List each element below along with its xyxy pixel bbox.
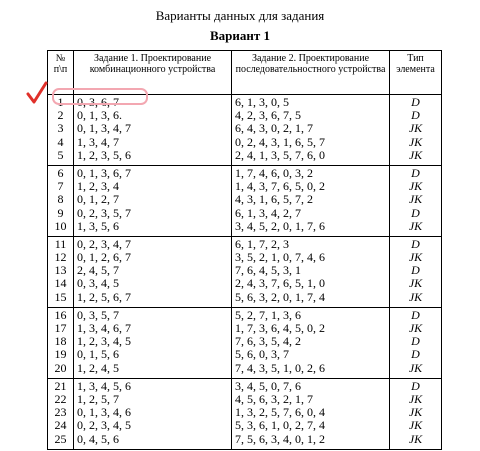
cell-line: 9 — [57, 205, 64, 220]
cell-line: JK — [408, 391, 423, 406]
cell-line: 0, 2, 4, 3, 1, 6, 5, 7 — [235, 134, 325, 149]
task2-values — [232, 165, 390, 236]
cell-line: 1, 2, 3, 4 — [77, 179, 119, 194]
cell-line: 2, 4, 5, 7 — [77, 263, 119, 278]
row-numbers — [48, 165, 74, 236]
cell-line: JK — [408, 121, 423, 136]
cell-line: 0, 1, 3, 6, 7 — [77, 165, 131, 180]
cell-line: 11 — [54, 236, 67, 251]
cell-line: 4, 2, 3, 6, 7, 5 — [235, 108, 301, 123]
cell-line: 12 — [54, 250, 67, 265]
cell-line: 4 — [57, 134, 64, 149]
element-types — [390, 236, 442, 307]
cell-line: 5, 3, 6, 1, 0, 2, 7, 4 — [235, 418, 325, 433]
cell-line: 0, 2, 3, 4, 7 — [77, 236, 131, 251]
cell-line: 0, 2, 3, 5, 7 — [77, 205, 131, 220]
cell-line: 3 — [57, 121, 64, 136]
cell-line: D — [411, 347, 420, 362]
header-task2: Задание 2. Проектирование последовательностного устройства — [232, 51, 390, 95]
cell-line: 0, 1, 3, 6. — [77, 108, 122, 123]
cell-line: JK — [408, 418, 423, 433]
cell-line: 0, 3, 5, 7 — [77, 307, 119, 322]
element-types — [390, 307, 442, 378]
cell-line: 6 — [57, 165, 64, 180]
cell-line: JK — [408, 192, 423, 207]
element-types — [390, 378, 442, 449]
cell-line: 1, 7, 3, 6, 4, 5, 0, 2 — [235, 321, 325, 335]
cell-line: 0, 1, 5, 6 — [77, 347, 119, 362]
cell-line: JK — [408, 431, 423, 446]
table-row — [48, 378, 442, 449]
check-icon — [25, 81, 49, 105]
task1-values — [74, 307, 232, 378]
cell-line: 1, 2, 5, 7 — [77, 391, 119, 406]
task2-values — [232, 307, 390, 378]
row-numbers — [48, 378, 74, 449]
cell-line: 7, 6, 3, 5, 4, 2 — [235, 334, 301, 349]
cell-line: 8 — [57, 192, 64, 207]
cell-line: 7, 6, 4, 5, 3, 1 — [235, 263, 301, 278]
cell-line: 7, 4, 3, 5, 1, 0, 2, 6 — [235, 360, 325, 375]
cell-line: JK — [408, 134, 423, 149]
cell-line: 21 — [54, 378, 67, 393]
cell-line: JK — [408, 289, 423, 304]
task1-values — [74, 378, 232, 449]
cell-line: JK — [408, 276, 423, 291]
cell-line: 5, 6, 0, 3, 7 — [235, 347, 289, 362]
cell-line: 10 — [54, 218, 67, 233]
row-numbers — [48, 307, 74, 378]
cell-line: JK — [408, 147, 423, 162]
cell-line: 17 — [54, 321, 67, 335]
cell-line: JK — [408, 360, 423, 375]
cell-line: D — [411, 263, 420, 278]
task1-values — [74, 165, 232, 236]
header-num: № п\п — [48, 51, 74, 95]
task1-values — [74, 95, 232, 166]
cell-line: 2, 4, 1, 3, 5, 7, 6, 0 — [235, 147, 325, 162]
cell-line: 0, 2, 3, 4, 5 — [77, 418, 131, 433]
cell-line: 25 — [54, 431, 67, 446]
cell-line: 16 — [54, 307, 67, 322]
variant-title: Вариант 1 — [209, 28, 271, 43]
cell-line: 3, 5, 2, 1, 0, 7, 4, 6 — [235, 250, 325, 265]
cell-line: 1 — [57, 95, 64, 109]
cell-line: 19 — [54, 347, 67, 362]
cell-line: 3, 4, 5, 0, 7, 6 — [235, 378, 301, 393]
cell-line: 6, 1, 3, 4, 2, 7 — [235, 205, 301, 220]
header-type: Тип элемента — [390, 51, 442, 95]
task1-values — [74, 236, 232, 307]
page-title: Варианты данных для задания — [155, 8, 325, 23]
cell-line: JK — [408, 321, 423, 335]
cell-line: 18 — [54, 334, 67, 349]
element-types — [390, 165, 442, 236]
cell-line: 0, 3, 4, 5 — [77, 276, 119, 291]
cell-line: 6, 4, 3, 0, 2, 1, 7 — [235, 121, 313, 136]
row-highlight-marker — [52, 88, 148, 105]
task2-values — [232, 95, 390, 166]
cell-line: 23 — [54, 405, 67, 420]
cell-line: 0, 1, 2, 6, 7 — [77, 250, 131, 265]
cell-line: 1, 2, 5, 6, 7 — [77, 289, 131, 304]
cell-line: 22 — [54, 391, 67, 406]
cell-line: JK — [408, 405, 423, 420]
cell-line: 15 — [54, 289, 67, 304]
table-row — [48, 95, 442, 166]
cell-line: 6, 1, 7, 2, 3 — [235, 236, 289, 251]
row-numbers — [48, 95, 74, 166]
cell-line: 7 — [57, 179, 64, 194]
cell-line: 5, 2, 7, 1, 3, 6 — [235, 307, 301, 322]
cell-line: 20 — [54, 360, 67, 375]
cell-line: 3, 4, 5, 2, 0, 1, 7, 6 — [235, 218, 325, 233]
table-row — [48, 165, 442, 236]
cell-line: D — [411, 165, 420, 180]
cell-line: 1, 2, 3, 5, 6 — [77, 147, 131, 162]
cell-line: D — [411, 205, 420, 220]
cell-line: 5, 6, 3, 2, 0, 1, 7, 4 — [235, 289, 325, 304]
cell-line: D — [411, 334, 420, 349]
cell-line: 0, 4, 5, 6 — [77, 431, 119, 446]
cell-line: 2 — [57, 108, 64, 123]
cell-line: D — [411, 307, 420, 322]
cell-line: D — [411, 108, 420, 123]
row-numbers — [48, 236, 74, 307]
cell-line: 7, 5, 6, 3, 4, 0, 1, 2 — [235, 431, 325, 446]
cell-line: 1, 3, 4, 6, 7 — [77, 321, 131, 335]
cell-line: 5 — [57, 147, 64, 162]
cell-line: 6, 1, 3, 0, 5 — [235, 95, 289, 109]
table-row — [48, 236, 442, 307]
cell-line: 1, 3, 5, 6 — [77, 218, 119, 233]
cell-line: 1, 2, 4, 5 — [77, 360, 119, 375]
cell-line: 1, 2, 3, 4, 5 — [77, 334, 131, 349]
cell-line: 0, 1, 2, 7 — [77, 192, 119, 207]
cell-line: 14 — [54, 276, 67, 291]
cell-line: 13 — [54, 263, 67, 278]
task2-values — [232, 378, 390, 449]
cell-line: 0, 3, 6, 7 — [77, 95, 119, 109]
table-row — [48, 307, 442, 378]
cell-line: D — [411, 95, 420, 109]
cell-line: 4, 3, 1, 6, 5, 7, 2 — [235, 192, 313, 207]
header-task1: Задание 1. Проектирование комбинационного устройства — [74, 51, 232, 95]
cell-line: 0, 1, 3, 4, 7 — [77, 121, 131, 136]
cell-line: 1, 3, 2, 5, 7, 6, 0, 4 — [235, 405, 325, 420]
cell-line: D — [411, 236, 420, 251]
cell-line: 2, 4, 3, 7, 6, 5, 1, 0 — [235, 276, 325, 291]
cell-line: 4, 5, 6, 3, 2, 1, 7 — [235, 391, 313, 406]
variants-table — [47, 50, 442, 450]
task2-values — [232, 236, 390, 307]
cell-line: 1, 4, 3, 7, 6, 5, 0, 2 — [235, 179, 325, 194]
cell-line: JK — [408, 179, 423, 194]
cell-line: 1, 3, 4, 7 — [77, 134, 119, 149]
cell-line: JK — [408, 250, 423, 265]
cell-line: JK — [408, 218, 423, 233]
cell-line: 24 — [54, 418, 67, 433]
cell-line: D — [411, 378, 420, 393]
element-types — [390, 95, 442, 166]
cell-line: 1, 7, 4, 6, 0, 3, 2 — [235, 165, 313, 180]
cell-line: 0, 1, 3, 4, 6 — [77, 405, 131, 420]
cell-line: 1, 3, 4, 5, 6 — [77, 378, 131, 393]
